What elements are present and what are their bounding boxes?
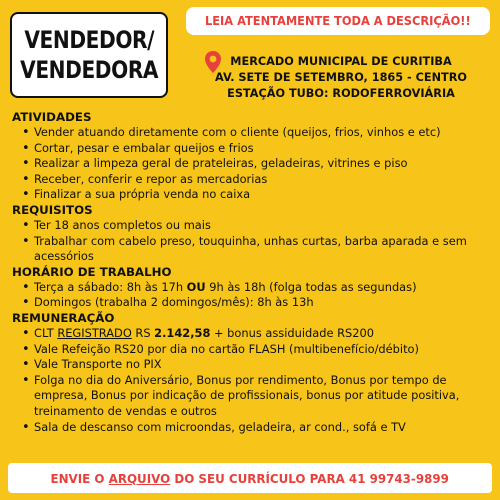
requisitos-heading: REQUISITOS — [12, 202, 93, 217]
requisitos-list — [12, 218, 492, 265]
clt-text: CLT — [34, 325, 58, 340]
list-item — [12, 326, 492, 342]
job-details — [12, 110, 492, 435]
list-item: • Realizar a limpeza geral de prateleiras, geladeiras, vitrines e piso — [12, 156, 492, 172]
list-item — [12, 280, 492, 296]
list-item: • Sala de descanso com microondas, geladeira, ar cond., sofá e TV — [12, 420, 492, 436]
warning-banner — [186, 7, 490, 35]
clt-currency: RS — [131, 325, 155, 340]
horario-text-a: Terça a sábado: 8h às 17h — [34, 279, 187, 294]
horario-list — [12, 280, 492, 311]
contact-text-a: ENVIE O — [50, 470, 109, 486]
contact-arquivo: ARQUIVO — [108, 470, 171, 486]
contact-footer — [8, 463, 492, 493]
clt-registrado: REGISTRADO — [57, 325, 132, 340]
list-item: • Finalizar a sua própria venda no caixa — [12, 187, 492, 203]
atividades-heading: ATIVIDADES — [12, 110, 92, 124]
job-title-line-1: VENDEDOR/ — [24, 26, 154, 54]
horario-heading: HORÁRIO DE TRABALHO — [12, 264, 172, 279]
list-item: • Receber, conferir e repor as mercadorias — [12, 172, 492, 188]
list-item: • Domingos (trabalha 2 domingos/mês): 8h às 13h — [12, 295, 492, 311]
horario-text-c: 9h às 18h (folga todas as segundas) — [205, 279, 417, 294]
location-line-3: ESTAÇÃO TUBO: RODOFERROVIÁRIA — [227, 86, 455, 100]
contact-text-c: DO SEU CURRÍCULO PARA 41 99743-9899 — [170, 470, 450, 486]
job-title-box — [10, 12, 168, 98]
location-line-1: MERCADO MUNICIPAL DE CURITIBA — [230, 54, 452, 68]
list-item: • Trabalhar com cabelo preso, touquinha, unhas curtas, barba aparada e sem acessórios — [12, 234, 489, 265]
list-item: • Folga no dia do Aniversário, Bonus por rendimento, Bonus por tempo de empresa, Bonus por indicação de profissionais, bonus por atitude positiva, treinamento de vendas e outros — [12, 373, 489, 420]
location-address — [196, 53, 486, 101]
remuneracao-list — [12, 326, 492, 435]
location-line-2: AV. SETE DE SETEMBRO, 1865 - CENTRO — [214, 70, 467, 84]
list-item: • Vender atuando diretamente com o cliente (queijos, frios, vinhos e etc) — [12, 125, 492, 141]
list-item: • Ter 18 anos completos ou mais — [12, 218, 492, 234]
remuneracao-heading: REMUNERAÇÃO — [12, 310, 115, 325]
warning-text: LEIA ATENTAMENTE TODA A DESCRIÇÃO!! — [205, 14, 471, 28]
list-item: • Cortar, pesar e embalar queijos e frios — [12, 141, 492, 157]
atividades-list — [12, 125, 492, 203]
clt-bonus: + bonus assiduidade RS200 — [210, 325, 374, 340]
job-title-line-2: VENDEDORA — [20, 56, 158, 84]
list-item: • Vale Transporte no PIX — [12, 357, 492, 373]
list-item: • Vale Refeição RS20 por dia no cartão FLASH (multibenefício/débito) — [12, 342, 492, 358]
contact-text — [51, 471, 449, 486]
horario-or: OU — [186, 279, 206, 294]
clt-salary: 2.142,58 — [154, 325, 211, 340]
